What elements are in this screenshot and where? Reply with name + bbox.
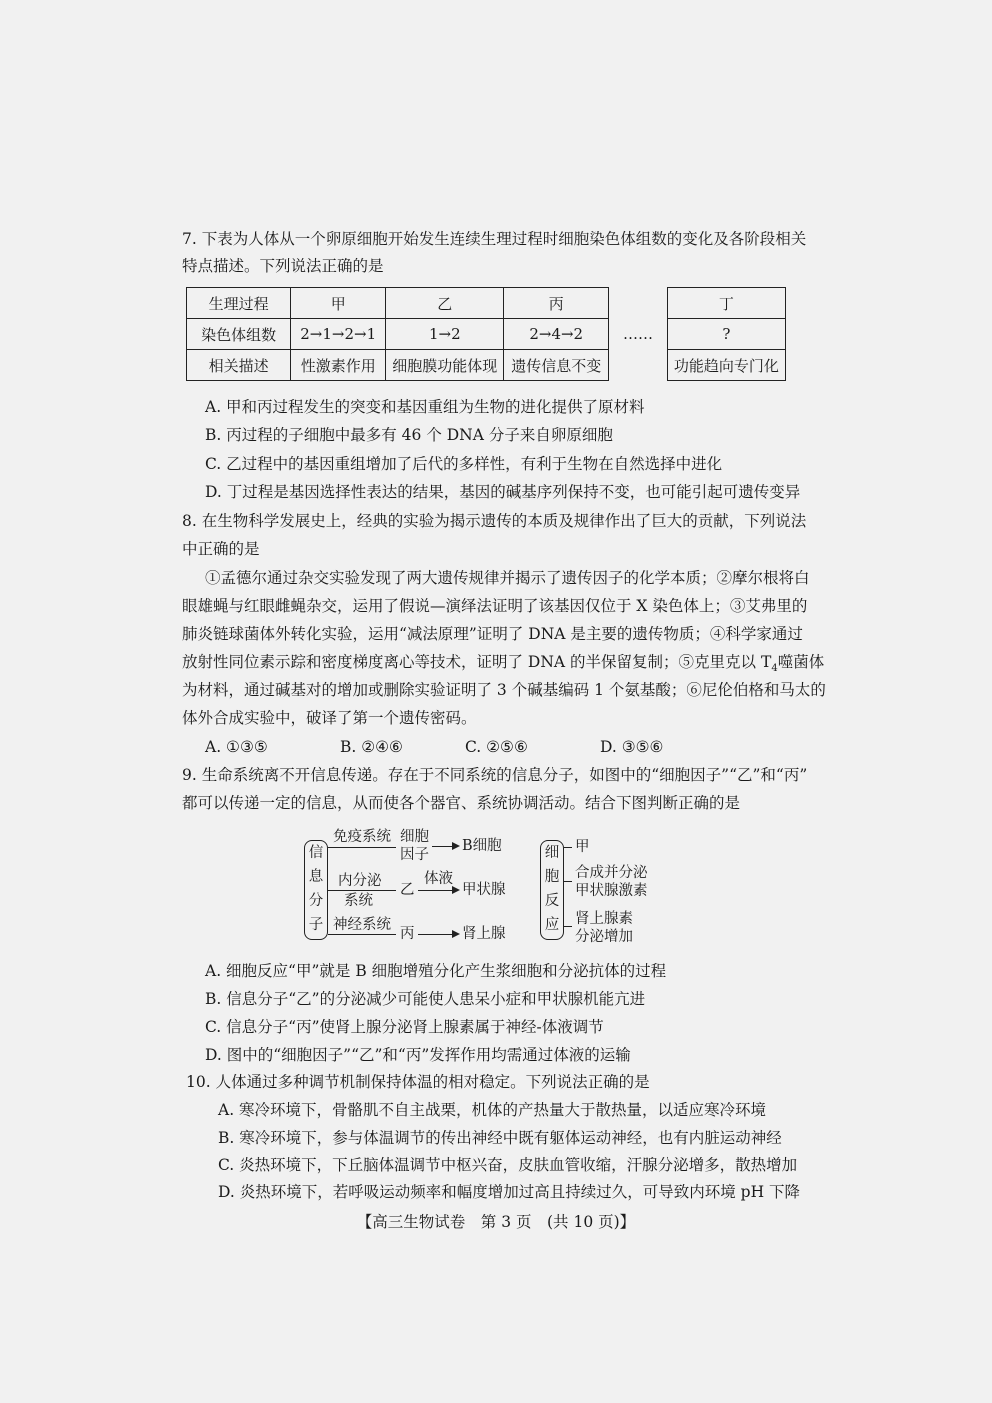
count-cell: 2→1→2→1	[291, 319, 386, 350]
q9-stem-line1: 9. 生命系统离不开信息传递。存在于不同系统的信息分子，如图中的“细胞因子”“乙”和“丙”	[182, 766, 808, 784]
description-cell: 性激素作用	[291, 350, 386, 381]
q8-option-a: A. ①③⑤	[205, 738, 268, 756]
q8-option-d: D. ③⑤⑥	[600, 738, 664, 756]
endocrine-label-1: 内分泌	[338, 873, 382, 889]
table-row	[187, 350, 786, 381]
count-cell: ?	[667, 319, 785, 350]
molecule-yi-label: 乙	[400, 882, 415, 898]
body-fluid-label: 体液	[424, 871, 453, 887]
q8-body-line5: 为材料，通过碱基对的增加或删除实验证明了 3 个碱基编码 1 个氨基酸；⑥尼伦伯格和马太的	[182, 681, 826, 699]
response-3-line2: 分泌增加	[575, 929, 633, 945]
response-3-line1: 肾上腺素	[575, 911, 633, 927]
q7-option-c: C. 乙过程中的基因重组增加了后代的多样性，有利于生物在自然选择中进化	[205, 455, 723, 473]
page-footer: 【高三生物试卷 第 3 页 (共 10 页)】	[356, 1213, 636, 1231]
arrow-right-icon	[418, 890, 458, 891]
description-cell: 遗传信息不变	[504, 350, 609, 381]
q9-option-d: D. 图中的“细胞因子”“乙”和“丙”发挥作用均需通过体液的运输	[205, 1046, 631, 1064]
connector-line	[564, 926, 572, 927]
arrow-right-icon	[432, 846, 458, 847]
q8-body-line1: ①孟德尔通过杂交实验发现了两大遗传规律并揭示了遗传因子的化学本质；②摩尔根将白	[205, 569, 810, 587]
response-jia-label: 甲	[575, 839, 590, 855]
connector-line	[564, 881, 572, 882]
cytokine-label-2: 因子	[400, 847, 429, 863]
q8-option-b: B. ②④⑥	[340, 738, 403, 756]
description-cell: 功能趋向专门化	[667, 350, 785, 381]
box-char: 子	[308, 917, 324, 933]
nervous-system-label: 神经系统	[333, 917, 391, 933]
count-cell: 1→2	[386, 319, 504, 350]
q8-body-line4	[182, 651, 824, 680]
q7-stem-line1: 7. 下表为人体从一个卵原细胞开始发生连续生理过程时细胞染色体组数的变化及各阶段相关	[182, 230, 807, 248]
stage-cell: 丁	[667, 288, 785, 319]
q10-option-d: D. 炎热环境下，若呼吸运动频率和幅度增加过高且持续过久，可导致内环境 pH 下降	[218, 1183, 801, 1201]
q8-body-line6: 体外合成实验中，破译了第一个遗传密码。	[182, 709, 477, 727]
box-char: 分	[308, 893, 324, 909]
q8-body-line4-text: 放射性同位素示踪和密度梯度离心等技术，证明了 DNA 的半保留复制；⑤克里克以 T	[182, 653, 772, 671]
connector-line	[328, 847, 396, 848]
box-char: 息	[308, 869, 324, 885]
molecule-bing-label: 丙	[400, 926, 415, 942]
response-2-line1: 合成并分泌	[575, 865, 648, 881]
q9-option-a: A. 细胞反应“甲”就是 B 细胞增殖分化产生浆细胞和分泌抗体的过程	[205, 962, 667, 980]
info-molecule-box	[304, 840, 328, 940]
connector-line	[564, 847, 572, 848]
cytokine-label-1: 细胞	[400, 829, 429, 845]
stage-cell: 甲	[291, 288, 386, 319]
q7-option-a: A. 甲和丙过程发生的突变和基因重组为生物的进化提供了原材料	[205, 398, 645, 416]
q7-table	[186, 287, 786, 381]
box-char: 反	[544, 893, 560, 909]
q7-option-b: B. 丙过程的子细胞中最多有 46 个 DNA 分子来自卵原细胞	[205, 426, 613, 444]
q7-option-d: D. 丁过程是基因选择性表达的结果，基因的碱基序列保持不变，也可能引起可遗传变异	[205, 483, 801, 501]
q8-stem-line2: 中正确的是	[182, 540, 260, 558]
q8-body-line3: 肺炎链球菌体外转化实验，运用“减法原理”证明了 DNA 是主要的遗传物质；④科学家通过	[182, 625, 803, 643]
connector-line	[328, 890, 396, 891]
adrenal-label: 肾上腺	[462, 926, 506, 942]
arrow-right-icon	[418, 934, 458, 935]
ellipsis-cell: ……	[609, 288, 668, 381]
q9-diagram	[300, 826, 660, 946]
box-char: 胞	[544, 869, 560, 885]
row-header: 染色体组数	[187, 319, 291, 350]
q7-stem-line2: 特点描述。下列说法正确的是	[182, 257, 384, 275]
immune-system-label: 免疫系统	[333, 829, 391, 845]
q10-option-b: B. 寒冷环境下，参与体温调节的传出神经中既有躯体运动神经，也有内脏运动神经	[218, 1129, 782, 1147]
box-char: 信	[308, 845, 324, 861]
q8-body-line4-end: 噬菌体	[777, 653, 825, 671]
endocrine-label-2: 系统	[344, 893, 373, 909]
box-char: 应	[544, 917, 560, 933]
q9-option-b: B. 信息分子“乙”的分泌减少可能使人患呆小症和甲状腺机能亢进	[205, 990, 646, 1008]
response-2-line2: 甲状腺激素	[575, 883, 648, 899]
thyroid-label: 甲状腺	[462, 882, 506, 898]
table-row	[187, 319, 786, 350]
stage-cell: 乙	[386, 288, 504, 319]
subscript: 4	[771, 663, 778, 675]
count-cell: 2→4→2	[504, 319, 609, 350]
q8-stem-line1: 8. 在生物科学发展史上，经典的实验为揭示遗传的本质及规律作出了巨大的贡献，下列说法	[182, 512, 807, 530]
description-cell: 细胞膜功能体现	[386, 350, 504, 381]
q9-option-c: C. 信息分子“丙”使肾上腺分泌肾上腺素属于神经-体液调节	[205, 1018, 604, 1036]
box-char: 细	[544, 845, 560, 861]
q9-stem-line2: 都可以传递一定的信息，从而使各个器官、系统协调活动。结合下图判断正确的是	[182, 794, 741, 812]
cell-response-box	[540, 840, 564, 940]
q10-option-a: A. 寒冷环境下，骨骼肌不自主战栗，机体的产热量大于散热量，以适应寒冷环境	[218, 1101, 767, 1119]
row-header: 生理过程	[187, 288, 291, 319]
b-cell-label: B细胞	[462, 838, 502, 854]
q10-option-c: C. 炎热环境下，下丘脑体温调节中枢兴奋，皮肤血管收缩，汗腺分泌增多，散热增加	[218, 1156, 798, 1174]
q8-option-c: C. ②⑤⑥	[465, 738, 528, 756]
stage-cell: 丙	[504, 288, 609, 319]
q10-stem: 10. 人体通过多种调节机制保持体温的相对稳定。下列说法正确的是	[186, 1073, 650, 1091]
q8-body-line2: 眼雄蝇与红眼雌蝇杂交，运用了假说—演绎法证明了该基因仅位于 X 染色体上；③艾弗里的	[182, 597, 808, 615]
connector-line	[328, 934, 396, 935]
row-header: 相关描述	[187, 350, 291, 381]
table-row	[187, 288, 786, 319]
